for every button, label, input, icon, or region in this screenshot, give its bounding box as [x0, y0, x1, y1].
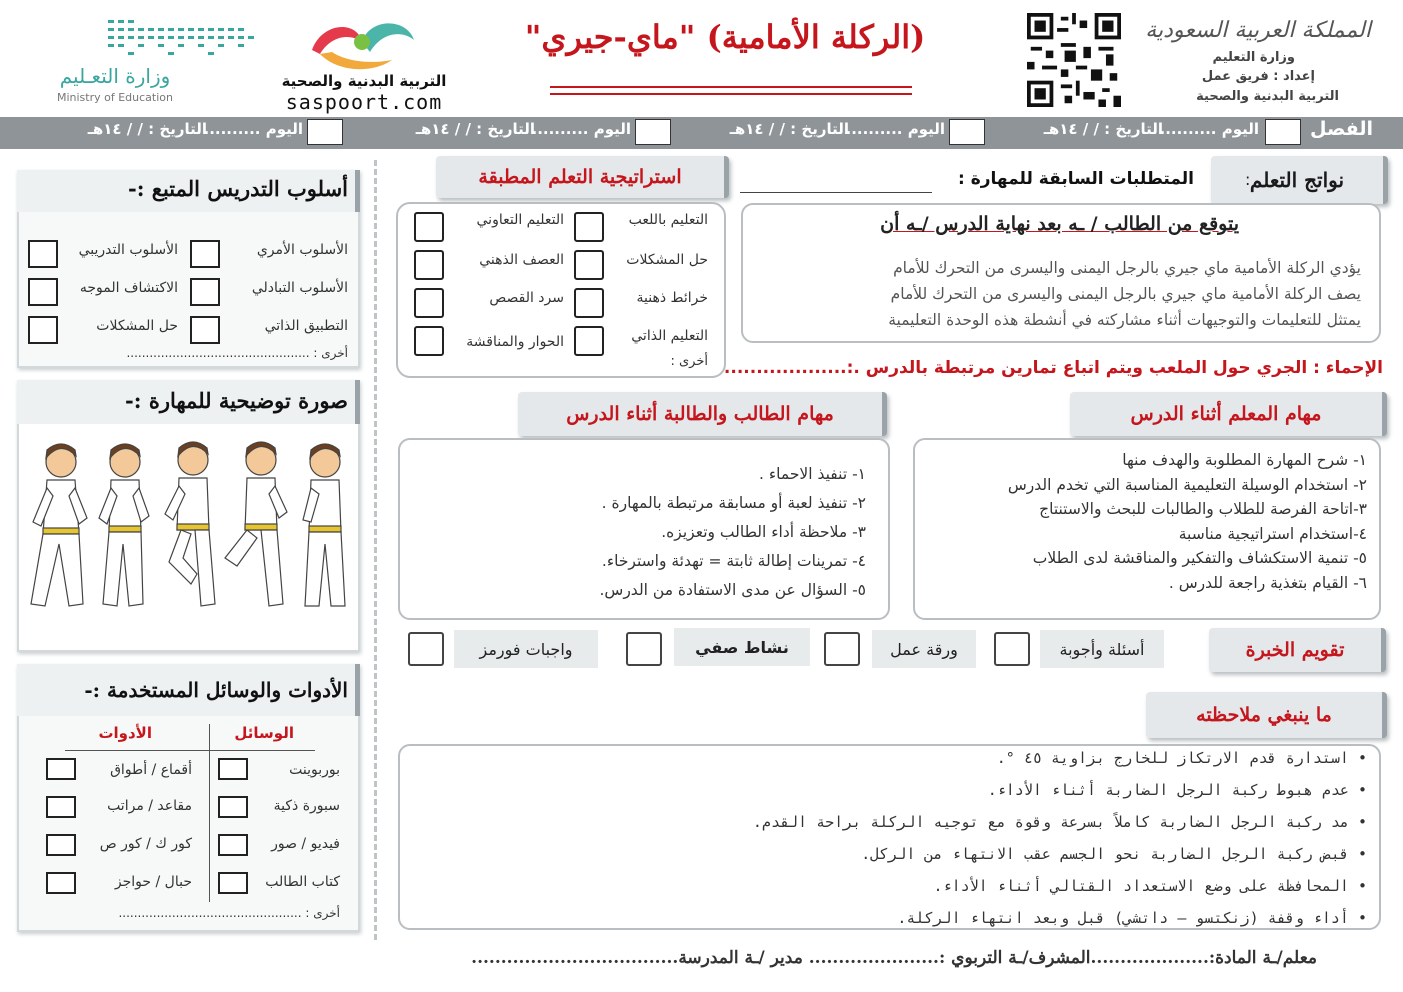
day-label-2: اليوم ..........	[845, 120, 945, 138]
style-practice-checkbox[interactable]	[28, 240, 58, 268]
prereq-label: المتطلبات السابقة للمهارة :	[958, 169, 1194, 189]
student-task-2: ٢- تنفيذ لعبة أو مسابقة مرتبطة بالمهارة .	[601, 494, 866, 512]
assessment-option-2-checkbox[interactable]	[824, 632, 860, 666]
strategy-mindmaps-checkbox[interactable]	[574, 288, 604, 318]
teacher-tasks-list	[1008, 448, 1367, 596]
media-textbook: كتاب الطالب	[265, 874, 340, 890]
ministry-text: وزارة التعليم	[1212, 50, 1295, 65]
strategy-coop: التعليم التعاوني	[476, 212, 564, 228]
tool-cones-checkbox[interactable]	[46, 758, 76, 780]
day-label-1: اليوم ..........	[1159, 120, 1259, 138]
note-text-3: مد ركبة الرجل الضاربة كاملاً بسرعة وقوة مع توجيه الركلة براحة القدم.	[752, 813, 1349, 831]
teacher-task-2: ٢- استخدام الوسيلة التعليمية المناسبة التي تخدم الدرس	[1007, 475, 1367, 494]
media-header: الوسائل	[234, 724, 294, 742]
strategy-play: التعليم باللعب	[628, 212, 708, 228]
tools-col-header: الأدوات	[98, 724, 152, 742]
moe-logo-icon	[100, 16, 260, 64]
assessment-option-3-checkbox[interactable]	[626, 632, 662, 666]
outcomes-expect-title: يتوقع من الطالب / ـه بعد نهاية الدرس /ـه أن	[880, 213, 1239, 235]
qr-code-icon	[1024, 13, 1124, 107]
day-box-1[interactable]	[949, 119, 985, 145]
title-underline-2	[550, 93, 912, 95]
note-item-5: • المحافظة على وضع الاستعداد القتالي أثناء الأداء.	[933, 877, 1367, 895]
notes-title: ما ينبغي ملاحظته	[1146, 692, 1387, 738]
style-command: الأسلوب الأمري	[256, 242, 348, 258]
student-tasks-title: مهام الطالب والطالبة أثناء الدرس	[518, 392, 887, 436]
teaching-style-panel	[17, 170, 360, 368]
tool-cones: أقماع / أطواق	[110, 762, 192, 778]
assessment-option-1-checkbox[interactable]	[994, 632, 1030, 666]
strategy-mindmaps: خرائط ذهنية	[636, 290, 708, 306]
tools-header-line	[65, 750, 315, 751]
karate-figure-2	[99, 444, 149, 606]
teaching-style-title	[128, 176, 348, 201]
strategy-other: أخرى :	[670, 354, 708, 369]
strategies-title: استراتيجية التعلم المطبقة	[436, 156, 729, 198]
strategy-brainstorm-checkbox[interactable]	[414, 250, 444, 280]
karate-kick-sequence-image	[25, 434, 355, 644]
note-text-4: قبض ركبة الرجل الضاربة نحو الجسم عقب الانتهاء من الركل.	[861, 845, 1349, 863]
student-task-4: ٤- تمرينات إطالة ثابتة = تهدئة واسترخاء.	[601, 552, 866, 570]
strategy-problems: حل المشكلات	[626, 252, 708, 268]
saspoort-url: saspoort.com	[285, 90, 443, 114]
student-task-3: ٣- ملاحظة أداء الطالب وتعزيزه.	[661, 523, 866, 541]
karate-figure-4	[225, 442, 287, 606]
strategy-story-checkbox[interactable]	[414, 288, 444, 318]
media-powerpoint: بوربوينت	[289, 762, 340, 778]
style-self-check-checkbox[interactable]	[190, 316, 220, 344]
tools-panel	[17, 664, 360, 932]
assessment-option-4-checkbox[interactable]	[408, 632, 444, 666]
student-tasks-list	[599, 460, 866, 605]
day-label-3: اليوم ..........	[531, 120, 631, 138]
teacher-task-5: ٥- تنمية الاستكشاف والتفكير والمناقشة لدى الطلاب	[1032, 549, 1367, 568]
kingdom-text: المملكة العربية السعودية	[1145, 18, 1371, 43]
tool-benches: مقاعد / مراتب	[107, 798, 192, 814]
class-box[interactable]	[1265, 119, 1301, 145]
title-main: (الركلة الأمامية)	[706, 18, 926, 56]
assessment-title: تقويم الخبرة	[1209, 628, 1386, 672]
student-task-1: ١- تنفيذ الاحماء .	[759, 465, 866, 483]
date-label-2: التاريخ : / / ١٤هـ	[729, 120, 849, 138]
style-guided-discovery: الاكتشاف الموجه	[79, 280, 178, 296]
karate-figure-1	[31, 444, 87, 606]
strategy-story: سرد القصص	[489, 290, 564, 306]
assessment-option-3: نشاط صفي	[674, 628, 810, 666]
karate-figure-3	[165, 442, 215, 606]
karate-figure-5	[303, 444, 345, 606]
note-item-6: • أداء وقفة (زنكتسو – داتشي) قبل وبعد انتهاء الركلة.	[897, 909, 1367, 927]
strategy-brainstorm: العصف الذهني	[479, 252, 564, 268]
teacher-tasks-title: مهام المعلم أثناء الدرس	[1070, 392, 1387, 436]
tool-ropes-checkbox[interactable]	[46, 872, 76, 894]
outcome-item-1: يؤدي الركلة الأمامية ماي جيري بالرجل اليمنى واليسرى من التحرك للأمام	[893, 259, 1361, 277]
teacher-tasks-panel	[913, 438, 1381, 620]
strategy-play-checkbox[interactable]	[574, 212, 604, 242]
teaching-style-suffix: :-	[128, 176, 145, 201]
assessment-option-1: أسئلة وأجوبة	[1040, 630, 1164, 668]
day-label-4: اليوم ..........	[203, 120, 303, 138]
date-label-3: التاريخ : / / ١٤هـ	[415, 120, 535, 138]
teacher-task-6: ٦- القيام بتغذية راجعة للدرس .	[1168, 573, 1367, 592]
tool-benches-checkbox[interactable]	[46, 796, 76, 818]
illustration-title-text: صورة توضيحية للمهارة	[148, 388, 348, 413]
style-command-checkbox[interactable]	[190, 240, 220, 268]
media-video: فيديو / صور	[271, 836, 340, 852]
warmup-text: الإحماء : الجري حول الملعب ويتم اتباع تمارين مرتبطة بالدرس .:...................	[723, 358, 1383, 378]
outcomes-label: نواتج التعلم	[1211, 156, 1388, 204]
media-video-checkbox[interactable]	[218, 834, 248, 856]
note-text-5: المحافظة على وضع الاستعداد القتالي أثناء الأداء.	[933, 877, 1349, 895]
title-sub: "ماي-جيري"	[524, 18, 696, 56]
class-label: الفصل	[1309, 118, 1373, 140]
prereq-line	[740, 192, 932, 193]
tools-title-text: الأدوات والوسائل المستخدمة	[107, 678, 348, 702]
media-smartboard: سبورة ذكية	[273, 798, 340, 814]
column-divider	[374, 160, 377, 940]
date-bar	[0, 117, 1403, 149]
footer-signatures: معلم/ـة المادة:....................المشرف/ـة التربوي :...................... مدير /ـة المدرسة...................................	[471, 948, 1317, 968]
tools-column-line	[209, 724, 210, 902]
notes-list	[753, 742, 1367, 934]
title-underline	[550, 86, 912, 88]
strategy-dialogue-checkbox[interactable]	[414, 326, 444, 356]
strategy-problems-checkbox[interactable]	[574, 250, 604, 280]
strategy-coop-checkbox[interactable]	[414, 212, 444, 242]
note-item-3: • مد ركبة الرجل الضاربة كاملاً بسرعة وقوة مع توجيه الركلة براحة القدم.	[752, 813, 1367, 831]
saspoort-name: التربية البدنية والصحية	[281, 72, 447, 90]
teacher-task-3: ٣-اتاحة الفرصة للطلاب والطالبات للبحث والاستنتاج	[1039, 500, 1367, 519]
note-text-6: أداء وقفة (زنكتسو – داتشي) قبل وبعد انتهاء الركلة.	[897, 909, 1349, 927]
note-item-2: • عدم هبوط ركبة الرجل الضاربة أثناء الأداء.	[987, 781, 1367, 799]
style-problem-solving-checkbox[interactable]	[28, 316, 58, 344]
outcome-item-3: يمتثل للتعليمات والتوجيهات أثناء مشاركته في أنشطة هذه الوحدة التعليمية	[888, 311, 1361, 329]
department-text: التربية البدنية والصحية	[1196, 89, 1339, 104]
style-reciprocal-checkbox[interactable]	[190, 278, 220, 306]
tool-balls: كور ك / كور ص	[99, 836, 192, 852]
moe-arabic: وزارة التعـليم	[59, 64, 171, 88]
student-tasks-panel	[398, 438, 890, 620]
teaching-style-title-text: أسلوب التدريس المتبع	[151, 176, 348, 201]
date-label-4: التاريخ : / / ١٤هـ	[87, 120, 207, 138]
page-title	[490, 18, 960, 56]
media-powerpoint-checkbox[interactable]	[218, 758, 248, 780]
strategy-dialogue: الحوار والمناقشة	[466, 334, 564, 350]
style-guided-discovery-checkbox[interactable]	[28, 278, 58, 306]
note-text-2: عدم هبوط ركبة الرجل الضاربة أثناء الأداء.	[987, 781, 1349, 799]
prepared-by: إعداد : فريق عمل	[1201, 69, 1315, 84]
tools-title	[84, 678, 348, 702]
illustration-panel	[17, 380, 360, 652]
illustration-title	[125, 388, 348, 413]
style-problem-solving: حل المشكلات	[96, 318, 178, 334]
tool-balls-checkbox[interactable]	[46, 834, 76, 856]
tools-suffix: :-	[84, 678, 101, 702]
assessment-option-2: ورقة عمل	[872, 630, 976, 668]
teacher-task-4: ٤-استخدام استراتيجية مناسبة	[1178, 524, 1367, 543]
note-text-1: استدارة قدم الارتكاز للخارج بزاوية ٤٥ °.	[996, 749, 1349, 767]
outcomes-colon: :	[1245, 170, 1251, 189]
media-textbook-checkbox[interactable]	[218, 872, 248, 894]
student-task-5: ٥- السؤال عن مدى الاستفادة من الدرس.	[599, 581, 866, 599]
note-item-1: • استدارة قدم الارتكاز للخارج بزاوية ٤٥ °.	[996, 749, 1367, 767]
day-box-2[interactable]	[635, 119, 671, 145]
style-practice: الأسلوب التدريبي	[78, 242, 178, 258]
illustration-suffix: :-	[125, 388, 142, 413]
moe-english: Ministry of Education	[56, 91, 173, 104]
strategy-self-checkbox[interactable]	[574, 326, 604, 356]
tool-ropes: حبال / حواجز	[114, 874, 192, 890]
tools-other: أخرى : ................................................	[118, 906, 340, 920]
media-smartboard-checkbox[interactable]	[218, 796, 248, 818]
day-box-3[interactable]	[307, 119, 343, 145]
style-self-check: التطبيق الذاتي	[264, 318, 348, 334]
style-other: أخرى : ................................................	[126, 346, 348, 360]
teacher-task-1: ١- شرح المهارة المطلوبة والهدف منها	[1122, 451, 1367, 469]
style-reciprocal: الأسلوب التبادلي	[251, 280, 348, 296]
strategy-self: التعليم الذاتي	[631, 328, 708, 344]
assessment-option-4: واجبات فورمز	[454, 630, 598, 668]
outcomes-panel	[741, 203, 1381, 343]
strategies-panel	[396, 202, 726, 378]
notes-panel	[398, 744, 1381, 930]
date-label-1: التاريخ : / / ١٤هـ	[1043, 120, 1163, 138]
outcome-item-2: يصف الركلة الأمامية ماي جيري بالرجل اليمنى واليسرى من التحرك للأمام	[890, 285, 1361, 303]
note-item-4: • قبض ركبة الرجل الضاربة نحو الجسم عقب الانتهاء من الركل.	[861, 845, 1367, 863]
